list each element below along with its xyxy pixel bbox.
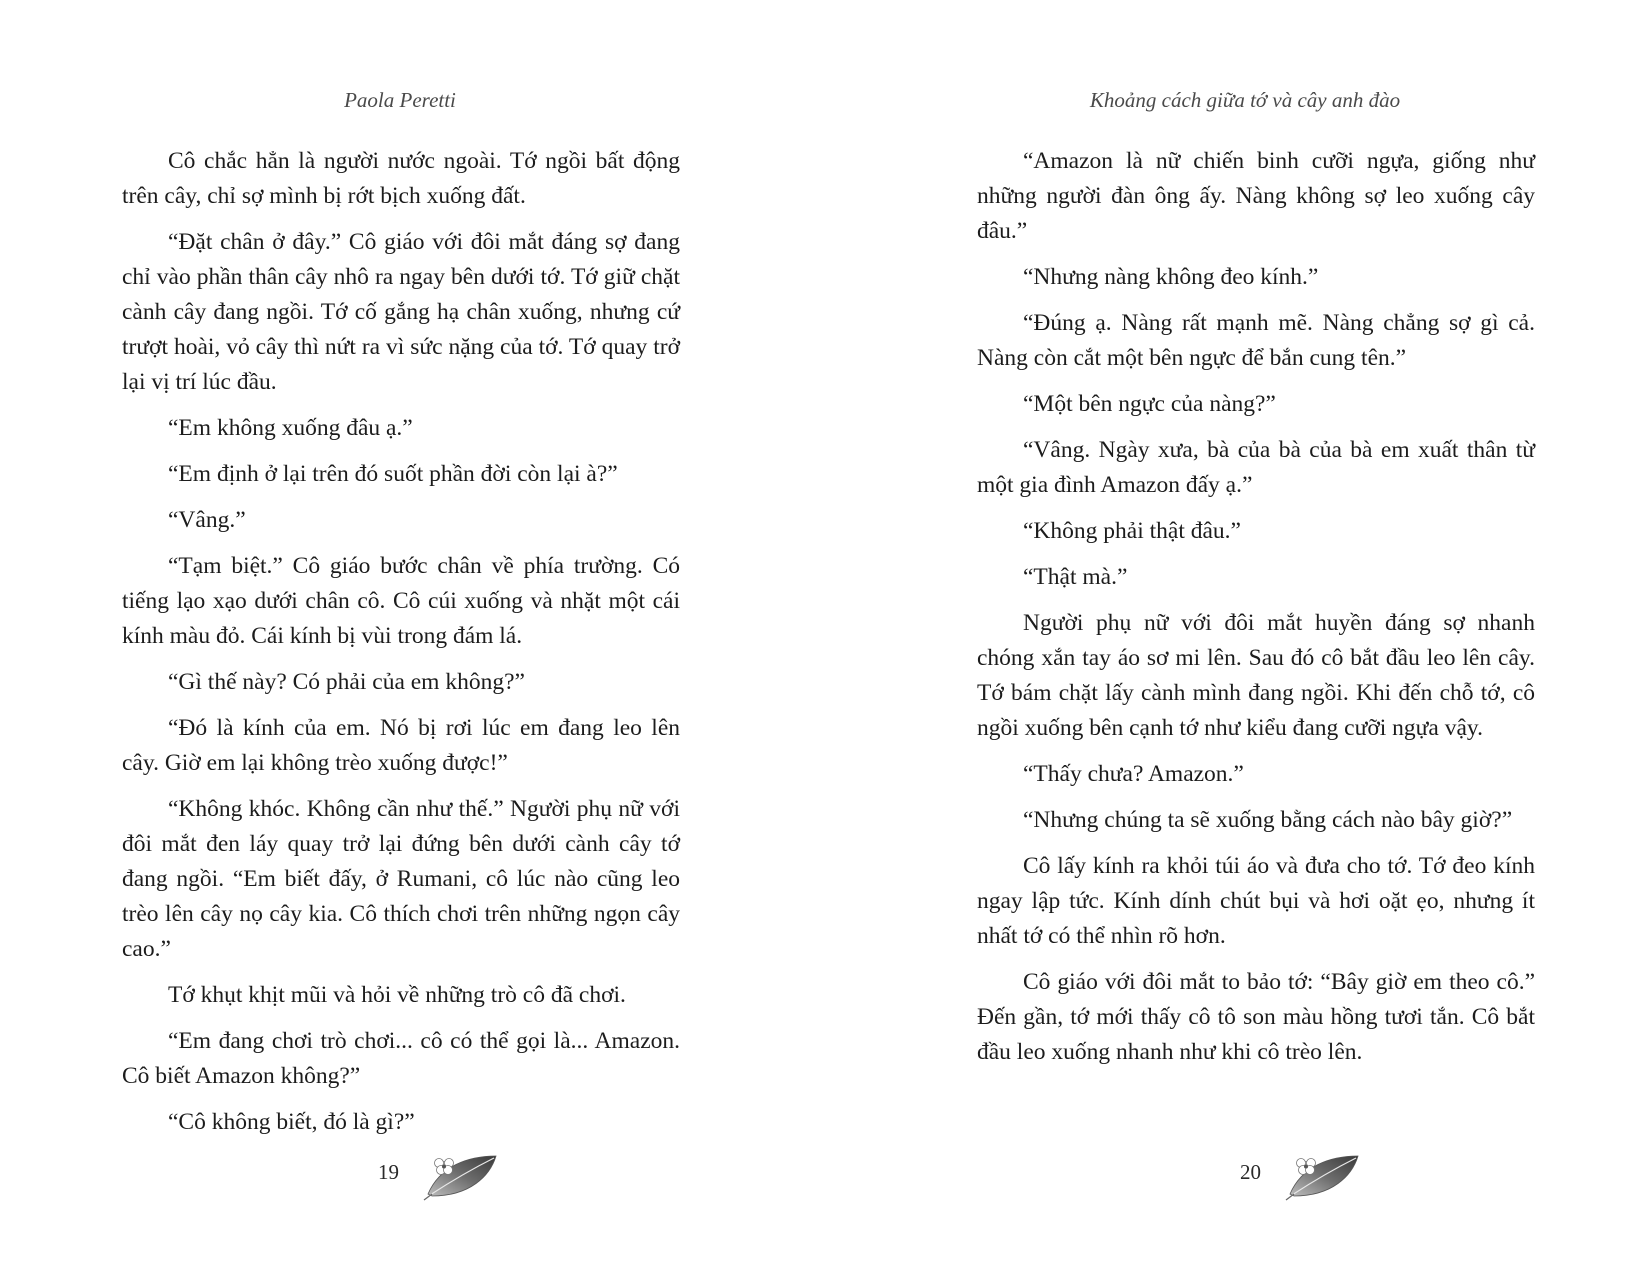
paragraph: Cô lấy kính ra khỏi túi áo và đưa cho tớ. Tớ đeo kính ngay lập tức. Kính dính chút bụi và hơi oặt ẹo, nhưng ít nhất tớ có thể nhìn rõ hơn.: [977, 853, 1535, 949]
right-page-body: [977, 144, 1535, 1081]
leaf-with-flower-icon: [1284, 1150, 1364, 1202]
paragraph: Người phụ nữ với đôi mắt huyền đáng sợ nhanh chóng xắn tay áo sơ mi lên. Sau đó cô bắt đầu leo lên cây. Tớ bám chặt lấy cành mình đang ngồi. Khi đến chỗ tớ, cô ngồi xuống bên cạnh tớ như kiểu đang cưỡi ngựa vậy.: [977, 610, 1535, 741]
paragraph: “Em không xuống đâu ạ.”: [168, 415, 413, 441]
running-head-author: Paola Peretti: [344, 88, 456, 112]
paragraph: Tớ khụt khịt mũi và hỏi về những trò cô đã chơi.: [168, 982, 626, 1008]
paragraph: “Amazon là nữ chiến binh cưỡi ngựa, giống như những người đàn ông ấy. Nàng không sợ leo xuống cây đâu.”: [977, 148, 1535, 244]
paragraph: “Đặt chân ở đây.” Cô giáo với đôi mắt đáng sợ đang chỉ vào phần thân cây nhô ra ngay bên dưới tớ. Tớ giữ chặt cành cây đang ngồi. Tớ cố gắng hạ chân xuống, nhưng cứ trượt hoài, vỏ cây thì nứt ra vì sức nặng của tớ. Tớ quay trở lại vị trí lúc đầu.: [122, 229, 680, 395]
right-page: [825, 0, 1650, 1275]
paragraph: Cô chắc hẳn là người nước ngoài. Tớ ngồi bất động trên cây, chỉ sợ mình bị rớt bịch xuống đất.: [122, 148, 680, 209]
paragraph: “Cô không biết, đó là gì?”: [168, 1109, 415, 1135]
paragraph: “Tạm biệt.” Cô giáo bước chân về phía trường. Có tiếng lạo xạo dưới chân cô. Cô cúi xuống và nhặt một cái kính màu đỏ. Cái kính bị vùi trong đám lá.: [122, 553, 680, 649]
paragraph: “Nhưng nàng không đeo kính.”: [1023, 264, 1319, 290]
page-number: 19: [378, 1160, 399, 1184]
paragraph: “Nhưng chúng ta sẽ xuống bằng cách nào bây giờ?”: [1023, 807, 1513, 833]
leaf-with-flower-icon: [422, 1150, 502, 1202]
paragraph: “Gì thế này? Có phải của em không?”: [168, 669, 525, 695]
paragraph: “Đúng ạ. Nàng rất mạnh mẽ. Nàng chẳng sợ gì cả. Nàng còn cắt một bên ngực để bắn cung tên.”: [977, 310, 1535, 371]
running-head-title: Khoảng cách giữa tớ và cây anh đào: [1089, 88, 1401, 112]
paragraph: “Vâng. Ngày xưa, bà của bà của bà em xuất thân từ một gia đình Amazon đấy ạ.”: [977, 437, 1535, 498]
paragraph: “Thật mà.”: [1023, 564, 1128, 590]
paragraph: “Em định ở lại trên đó suốt phần đời còn lại à?”: [168, 461, 618, 487]
page-number: 20: [1240, 1160, 1261, 1184]
left-page-body: [122, 144, 680, 1151]
paragraph: “Không phải thật đâu.”: [1023, 518, 1241, 544]
paragraph: “Vâng.”: [168, 507, 246, 533]
paragraph: “Một bên ngực của nàng?”: [1023, 391, 1276, 417]
paragraph: “Đó là kính của em. Nó bị rơi lúc em đang leo lên cây. Giờ em lại không trèo xuống được!”: [122, 715, 680, 776]
paragraph: “Em đang chơi trò chơi... cô có thể gọi là... Amazon. Cô biết Amazon không?”: [122, 1028, 680, 1089]
paragraph: Cô giáo với đôi mắt to bảo tớ: “Bây giờ em theo cô.” Đến gần, tớ mới thấy cô tô son màu hồng tươi tắn. Cô bắt đầu leo xuống nhanh như khi cô trèo lên.: [977, 969, 1535, 1065]
paragraph: “Không khóc. Không cần như thế.” Người phụ nữ với đôi mắt đen láy quay trở lại đứng bên dưới cành cây tớ đang ngồi. “Em biết đấy, ở Rumani, cô lúc nào cũng leo trèo lên cây nọ cây kia. Cô thích chơi trên những ngọn cây cao.”: [122, 796, 680, 962]
paragraph: “Thấy chưa? Amazon.”: [1023, 761, 1244, 787]
